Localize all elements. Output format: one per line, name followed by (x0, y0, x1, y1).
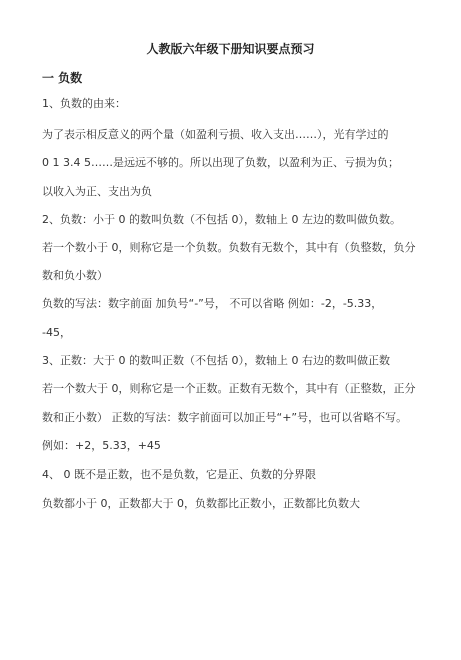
section-heading: 一 负数 (42, 71, 83, 85)
text-line: 4、 0 既不是正数，也不是负数，它是正、负数的分界限 (42, 468, 316, 481)
text-line: 负数的写法：数字前面 加负号“-”号， 不可以省略 例如：-2，-5.33， (42, 297, 383, 310)
text-line: 1、负数的由来： (42, 97, 126, 110)
text-line: 为了表示相反意义的两个量（如盈利亏损、收入支出……），光有学过的 (42, 128, 389, 141)
text-line: 若一个数小于 0，则称它是一个负数。负数有无数个，其中有（负整数，负分 (42, 241, 416, 254)
text-line: -45， (42, 326, 71, 339)
text-line: 负数都小于 0，正数都大于 0，负数都比正数小，正数都比负数大 (42, 497, 360, 510)
text-line: 例如：+2，5.33，+45 (42, 439, 161, 452)
text-line: 2、负数：小于 0 的数叫负数（不包括 0），数轴上 0 左边的数叫做负数。 (42, 213, 401, 226)
text-line: 若一个数大于 0，则称它是一个正数。正数有无数个，其中有（正整数，正分 (42, 382, 416, 395)
text-line: 数和正小数） 正数的写法：数字前面可以加正号“+”号，也可以省略不写。 (42, 411, 408, 424)
text-line: 以收入为正、支出为负 (42, 185, 152, 198)
document-title: 人教版六年级下册知识要点预习 (146, 42, 315, 56)
text-line: 3、正数：大于 0 的数叫正数（不包括 0），数轴上 0 右边的数叫做正数 (42, 354, 390, 367)
text-line: 0 1 3.4 5……是远远不够的。所以出现了负数，以盈利为正、亏损为负； (42, 156, 399, 169)
text-line: 数和负小数） (42, 269, 108, 282)
